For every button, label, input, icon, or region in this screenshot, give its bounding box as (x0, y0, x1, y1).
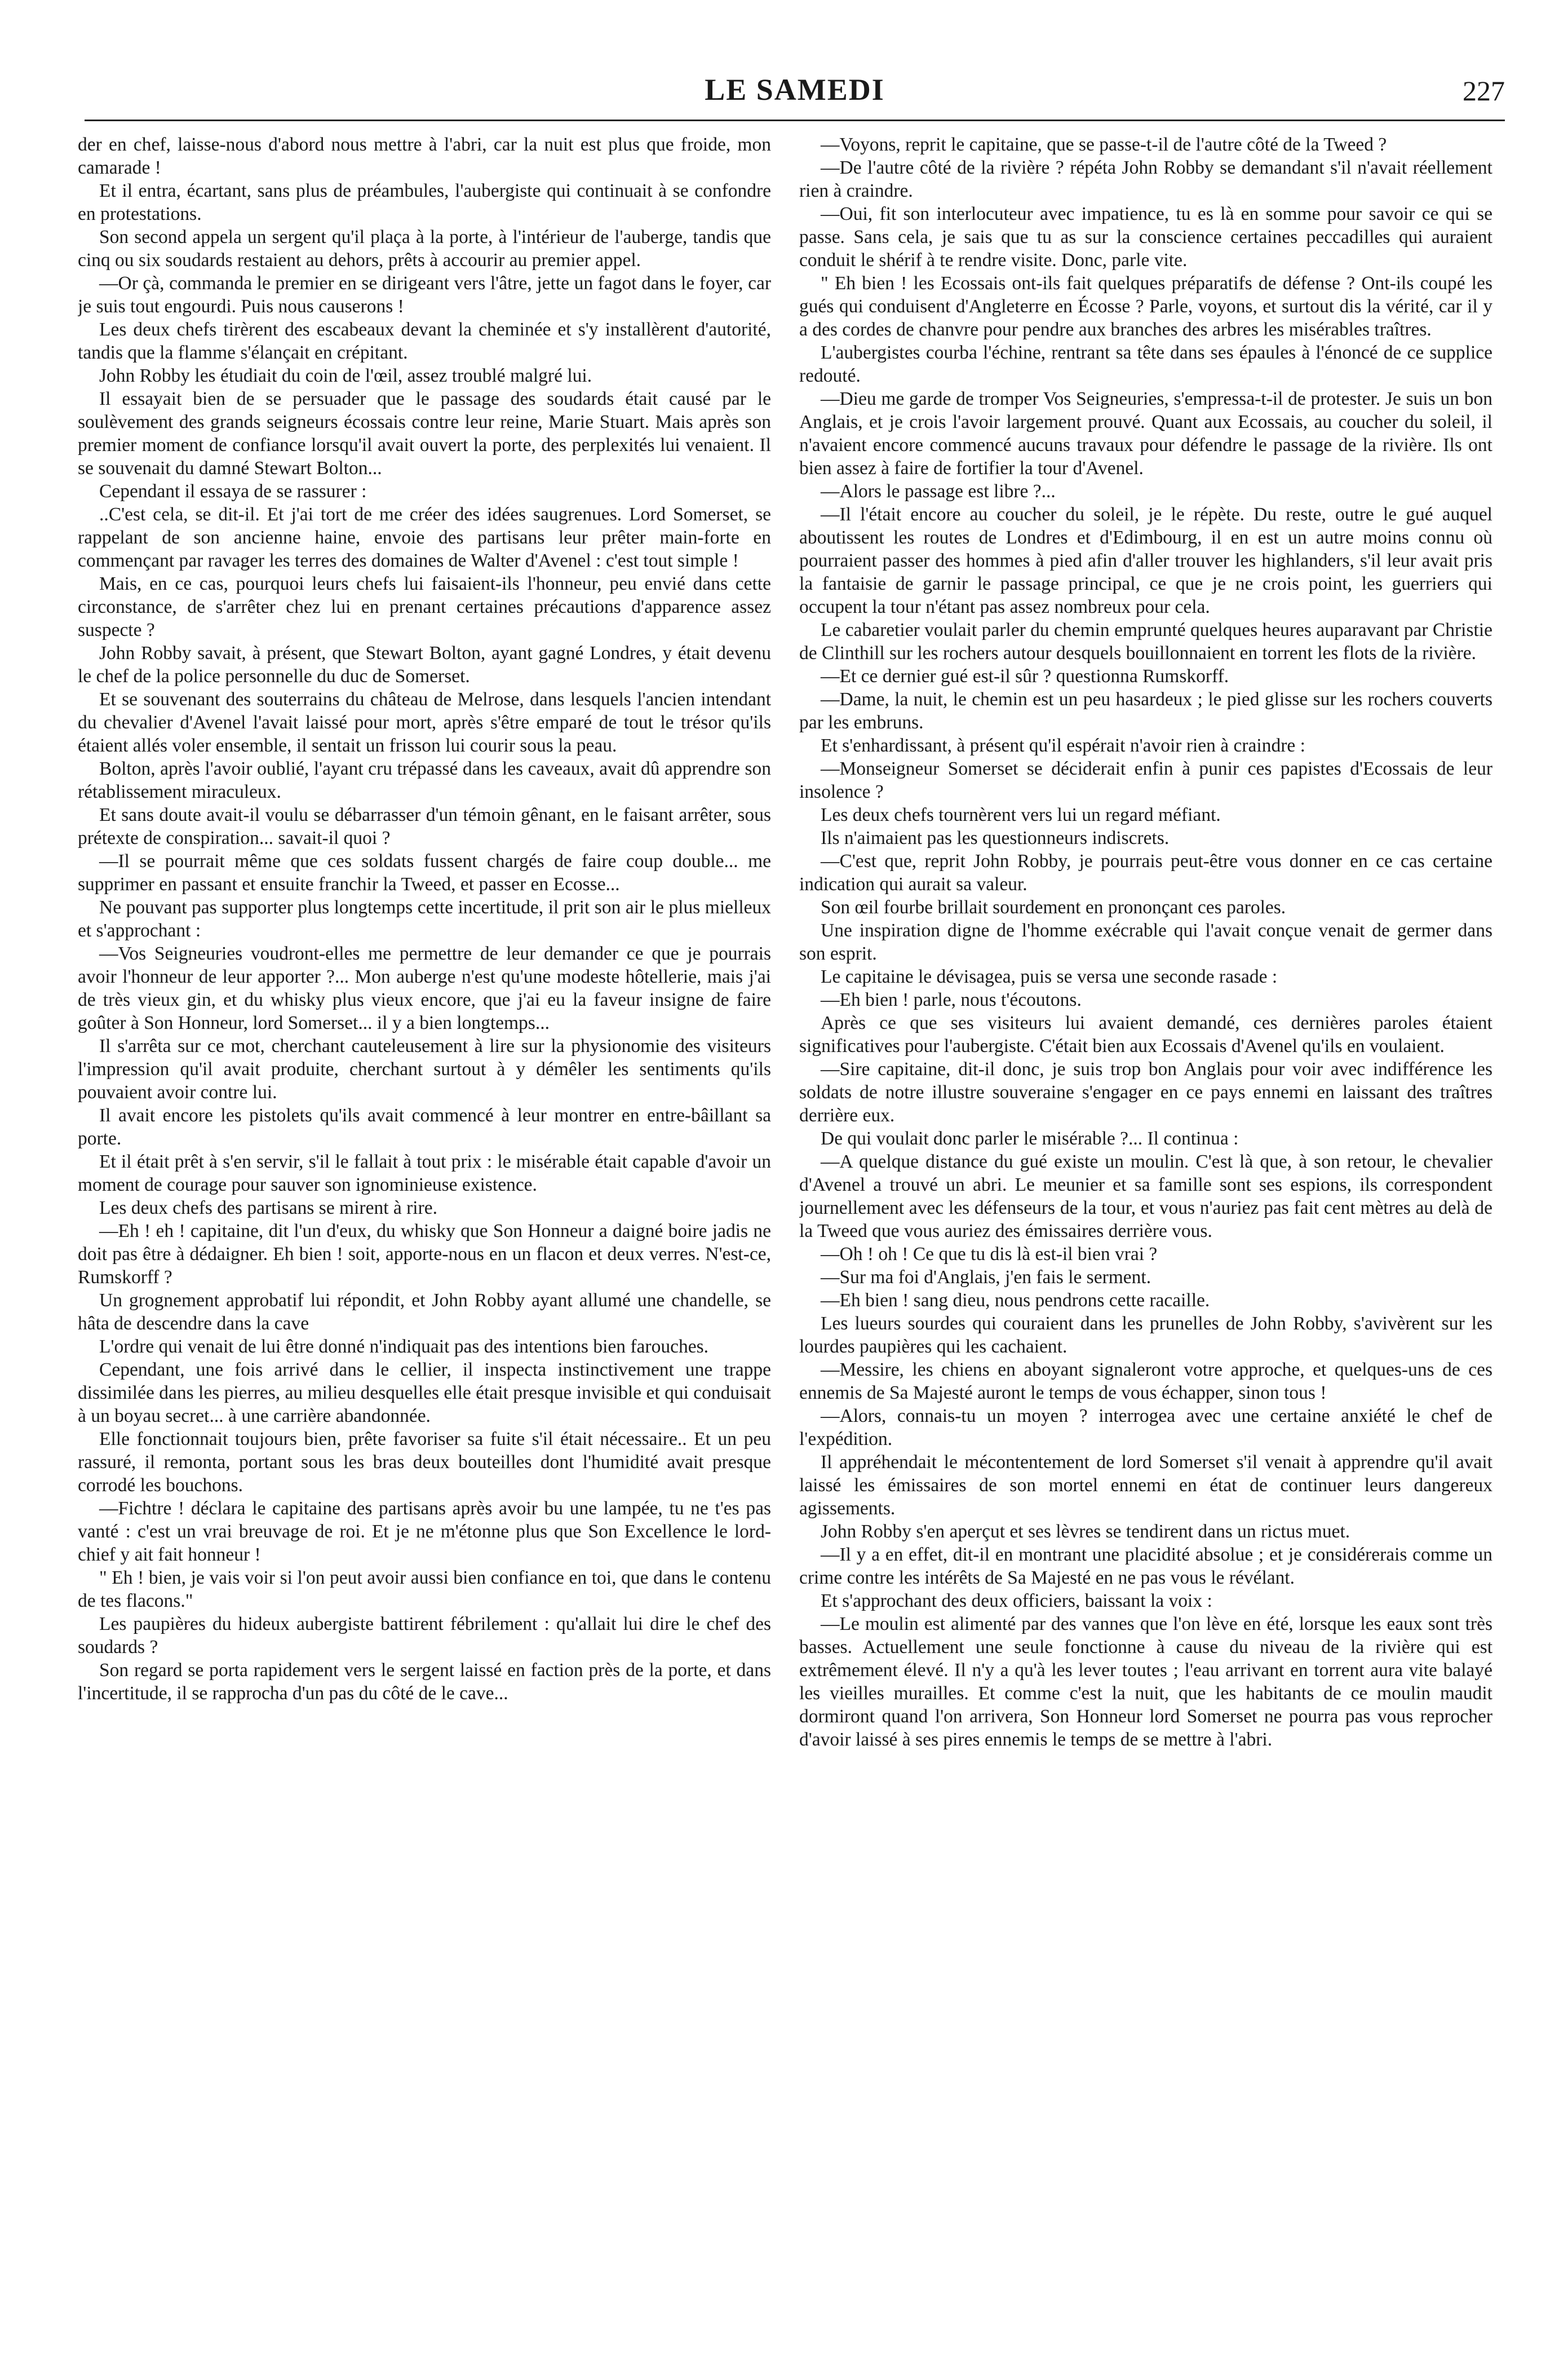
paragraph: Bolton, après l'avoir oublié, l'ayant cru trépassé dans les caveaux, avait dû apprendre son rétablissement miraculeux. (78, 758, 771, 802)
paragraph: Ils n'aimaient pas les questionneurs indiscrets. (821, 828, 1170, 848)
paragraph: —Et ce dernier gué est-il sûr ? questionna Rumskorff. (821, 666, 1229, 687)
paragraph: L'ordre qui venait de lui être donné n'indiquait pas des intentions bien farouches. (99, 1336, 708, 1357)
paragraph: —Eh ! eh ! capitaine, dit l'un d'eux, du whisky que Son Honneur a daigné boire jadis ne doit pas être à dédaigner. Eh bien ! soit, apporte-nous en un flacon et deux verres. N'est-ce, Rumskorff ? (78, 1221, 771, 1288)
paragraph: Cependant il essaya de se rassurer : (99, 481, 367, 502)
paragraph: —Alors le passage est libre ?... (821, 481, 1056, 502)
paragraph: —Vos Seigneuries voudront-elles me permettre de leur demander ce que je pourrais avoir l'honneur de leur apporter ?... Mon auberge n'est qu'une modeste hôtellerie, mais j'ai de très vieux gin, et du whisky plus vieux encore, que j'ai eu la faveur insigne de faire goûter à Son Honneur, lord Somerset... il y a bien longtemps... (78, 943, 771, 1033)
paragraph: Il essayait bien de se persuader que le passage des soudards était causé par le soulèvement des grands seigneurs écossais contre leur reine, Marie Stuart. Mais après son premier moment de confiance lorsqu'il avait ouvert la porte, des perplexités lui venaient. Il se souvenait du damné Stewart Bolton... (78, 388, 771, 479)
paragraph: De qui voulait donc parler le misérable ?... Il continua : (821, 1128, 1239, 1149)
paragraph: Elle fonctionnait toujours bien, prête favoriser sa fuite s'il était nécessaire.. Et un peu rassuré, il remonta, portant sous les bras deux bouteilles dont l'humidité avait presque corrodé les bouchons. (78, 1429, 771, 1496)
paragraph: Et s'enhardissant, à présent qu'il espérait n'avoir rien à craindre : (821, 735, 1305, 756)
paragraph: —Il y a en effet, dit-il en montrant une placidité absolue ; et je considérerais comme un crime contre les intérêts de Sa Majesté en ne pas vous le révélant. (799, 1544, 1492, 1588)
paragraph: —Sur ma foi d'Anglais, j'en fais le serment. (821, 1267, 1151, 1288)
right-column (799, 133, 1492, 2321)
paragraph: —Oui, fit son interlocuteur avec impatience, tu es là en somme pour savoir ce qui se passe. Sans cela, je sais que tu as sur la conscience certaines peccadilles qui auraient conduit le shérif à te rendre visite. Donc, parle vite. (799, 204, 1492, 271)
paragraph: John Robby s'en aperçut et ses lèvres se tendirent dans un rictus muet. (821, 1521, 1350, 1542)
paragraph: —A quelque distance du gué existe un moulin. C'est là que, à son retour, le chevalier d'Avenel a trouvé un abri. Le meunier et sa famille sont ses espions, ils correspondent journellement avec les défenseurs de la tour, et vous n'auriez pas fait cent mètres au delà de la Tweed que vous auriez des émissaires derrière vous. (799, 1151, 1492, 1241)
paragraph: Il s'arrêta sur ce mot, cherchant cauteleusement à lire sur la physionomie des visiteurs l'impression qu'il avait produite, cherchant surtout à y démêler les sentiments qu'ils pouvaient avoir contre lui. (78, 1036, 771, 1103)
paragraph: Les deux chefs tirèrent des escabeaux devant la cheminée et s'y installèrent d'autorité, tandis que la flamme s'élançait en crépitant. (78, 319, 771, 363)
paragraph: Les lueurs sourdes qui couraient dans les prunelles de John Robby, s'avivèrent sur les lourdes paupières qui les cachaient. (799, 1313, 1492, 1357)
paragraph: Il appréhendait le mécontentement de lord Somerset s'il venait à apprendre qu'il avait laissé les émissaires de son mortel ennemi en état de continuer leurs dangereux agissements. (799, 1452, 1492, 1519)
paragraph: —Alors, connais-tu un moyen ? interrogea avec une certaine anxiété le chef de l'expédition. (799, 1406, 1492, 1449)
paragraph: —C'est que, reprit John Robby, je pourrais peut-être vous donner en ce cas certaine indication qui aurait sa valeur. (799, 851, 1492, 895)
paragraph: Et il était prêt à s'en servir, s'il le fallait à tout prix : le misérable était capable d'avoir un moment de courage pour sauver son ignominieuse existence. (78, 1151, 771, 1195)
left-column (78, 133, 771, 2321)
paragraph: der en chef, laisse-nous d'abord nous mettre à l'abri, car la nuit est plus que froide, mon camarade ! (78, 134, 771, 178)
paragraph: —Fichtre ! déclara le capitaine des partisans après avoir bu une lampée, tu ne t'es pas vanté : c'est un vrai breuvage de roi. Et je ne m'étonne plus que Son Excellence le lord-chief y ait fait honneur ! (78, 1498, 771, 1565)
page-number: 227 (1463, 75, 1505, 107)
paragraph: —Eh bien ! sang dieu, nous pendrons cette racaille. (821, 1290, 1210, 1311)
paragraph: —Il se pourrait même que ces soldats fussent chargés de faire coup double... me supprimer en passant et ensuite franchir la Tweed, et passer en Ecosse... (78, 851, 771, 895)
page-header (85, 72, 1505, 117)
paragraph: John Robby les étudiait du coin de l'œil, assez troublé malgré lui. (99, 365, 592, 386)
paragraph: Les deux chefs tournèrent vers lui un regard méfiant. (821, 805, 1221, 825)
header-rule (85, 120, 1505, 121)
paragraph: —Messire, les chiens en aboyant signaleront votre approche, et quelques-uns de ces ennemis de Sa Majesté auront le temps de vous échapper, sinon tous ! (799, 1359, 1492, 1403)
paragraph: Ne pouvant pas supporter plus longtemps cette incertitude, il prit son air le plus mielleux et s'approchant : (78, 897, 771, 941)
paragraph: —Sire capitaine, dit-il donc, je suis trop bon Anglais pour voir avec indifférence les soldats de notre illustre souveraine s'engager en ce pays ennemi en laissant des traîtres derrière eux. (799, 1059, 1492, 1126)
paragraph: Les deux chefs des partisans se mirent à rire. (99, 1197, 437, 1218)
paragraph: Une inspiration digne de l'homme exécrable qui l'avait conçue venait de germer dans son esprit. (799, 920, 1492, 964)
paragraph: Le cabaretier voulait parler du chemin emprunté quelques heures auparavant par Christie de Clinthill sur les rochers autour desquels bouillonnaient en torrent les flots de la rivière. (799, 620, 1492, 664)
paragraph: —Il l'était encore au coucher du soleil, je le répète. Du reste, outre le gué auquel aboutissent les routes de Londres et d'Edimbourg, il en est un autre moins connu où pourraient passer des hommes à pied afin d'aller trouver les highlanders, s'il leur avait pris la fantaisie de garnir le passage principal, ce que je ne crois point, les guerriers qui occupent la tour n'étant pas assez nombreux pour cela. (799, 504, 1492, 617)
paragraph: Son regard se porta rapidement vers le sergent laissé en faction près de la porte, et dans l'incertitude, il se rapprocha d'un pas du côté de le cave... (78, 1660, 771, 1704)
paragraph: Son œil fourbe brillait sourdement en prononçant ces paroles. (821, 897, 1286, 918)
paragraph: " Eh ! bien, je vais voir si l'on peut avoir aussi bien confiance en toi, que dans le contenu de tes flacons." (78, 1567, 771, 1611)
paragraph: —Dieu me garde de tromper Vos Seigneuries, s'empressa-t-il de protester. Je suis un bon Anglais, et je crois l'avoir largement prouvé. Quant aux Ecossais, au coucher du soleil, il n'avaient encore commencé aucuns travaux pour défendre le passage de la rivière. Ils ont bien assez à faire de fortifier la tour d'Avenel. (799, 388, 1492, 479)
paragraph: Et sans doute avait-il voulu se débarrasser d'un témoin gênant, en le faisant arrêter, sous prétexte de conspiration... savait-il quoi ? (78, 805, 771, 848)
paragraph: Il avait encore les pistolets qu'ils avait commencé à leur montrer en entre-bâillant sa porte. (78, 1105, 771, 1149)
paragraph: Les paupières du hideux aubergiste battirent fébrilement : qu'allait lui dire le chef des soudards ? (78, 1614, 771, 1658)
paragraph: Et se souvenant des souterrains du château de Melrose, dans lesquels l'ancien intendant du chevalier d'Avenel l'avait laissé pour mort, après s'être emparé de tout le trésor qu'ils étaient allés voler ensemble, il sentait un frisson lui courir sous la peau. (78, 689, 771, 756)
paragraph: Cependant, une fois arrivé dans le cellier, il inspecta instinctivement une trappe dissimilée dans les pierres, au milieu desquelles elle était presque invisible et qui conduisait à un boyau secret... à une carrière abandonnée. (78, 1359, 771, 1426)
paragraph: —Monseigneur Somerset se déciderait enfin à punir ces papistes d'Ecossais de leur insolence ? (799, 758, 1492, 802)
paragraph: —Oh ! oh ! Ce que tu dis là est-il bien vrai ? (821, 1244, 1158, 1265)
paragraph: Et s'approchant des deux officiers, baissant la voix : (821, 1590, 1212, 1611)
paragraph: Mais, en ce cas, pourquoi leurs chefs lui faisaient-ils l'honneur, peu envié dans cette circonstance, de s'arrêter chez lui en prenant certaines précautions d'apparence assez suspecte ? (78, 573, 771, 640)
running-title: LE SAMEDI (705, 73, 885, 107)
paragraph: ..C'est cela, se dit-il. Et j'ai tort de me créer des idées saugrenues. Lord Somerset, se rappelant de son ancienne haine, envoie des partisans leur prêter main-forte en commençant par ravager les terres des domaines de Walter d'Avenel : c'est tout simple ! (78, 504, 771, 571)
paragraph: Un grognement approbatif lui répondit, et John Robby ayant allumé une chandelle, se hâta de descendre dans la cave (78, 1290, 771, 1334)
paragraph: —Voyons, reprit le capitaine, que se passe-t-il de l'autre côté de la Tweed ? (821, 134, 1387, 155)
paragraph: Après ce que ses visiteurs lui avaient demandé, ces dernières paroles étaient significatives pour l'aubergiste. C'était bien aux Ecossais d'Avenel qu'ils en voulaient. (799, 1013, 1492, 1057)
paragraph: Son second appela un sergent qu'il plaça à la porte, à l'intérieur de l'auberge, tandis que cinq ou six soudards restaient au dehors, prêts à accourir au premier appel. (78, 227, 771, 271)
paragraph: John Robby savait, à présent, que Stewart Bolton, ayant gagné Londres, y était devenu le chef de la police personnelle du duc de Somerset. (78, 643, 771, 687)
paragraph: " Eh bien ! les Ecossais ont-ils fait quelques préparatifs de défense ? Ont-ils coupé les gués qui conduisent d'Angleterre en Écosse ? Parle, voyons, et surtout dis la vérité, car il y a des cordes de chanvre pour pendre aux branches des arbres les misérables traîtres. (799, 273, 1492, 340)
paragraph: —Eh bien ! parle, nous t'écoutons. (821, 989, 1082, 1010)
paragraph: —Le moulin est alimenté par des vannes que l'on lève en été, lorsque les eaux sont très basses. Actuellement une seule fonctionne à cause du niveau de la rivière qui est extrêmement élevé. Il n'y a qu'à les lever toutes ; l'eau arrivant en torrent aura vite balayé les vieilles murailles. Et comme c'est la nuit, que les habitants de ce moulin maudit dormiront quand l'on arrivera, Son Honneur lord Somerset ne pourra pas vous reprocher d'avoir laissé à ses pires ennemis le temps de se mettre à l'abri. (799, 1614, 1492, 1750)
paragraph: Et il entra, écartant, sans plus de préambules, l'aubergiste qui continuait à se confondre en protestations. (78, 180, 771, 224)
paragraph: —Dame, la nuit, le chemin est un peu hasardeux ; le pied glisse sur les rochers couverts par les embruns. (799, 689, 1492, 733)
paragraph: —De l'autre côté de la rivière ? répéta John Robby se demandant s'il n'avait réellement rien à craindre. (799, 157, 1492, 201)
paragraph: L'aubergistes courba l'échine, rentrant sa tête dans ses épaules à l'énoncé de ce supplice redouté. (799, 342, 1492, 386)
paragraph: Le capitaine le dévisagea, puis se versa une seconde rasade : (821, 966, 1278, 987)
paragraph: —Or çà, commanda le premier en se dirigeant vers l'âtre, jette un fagot dans le foyer, car je suis tout engourdi. Puis nous causerons ! (78, 273, 771, 317)
